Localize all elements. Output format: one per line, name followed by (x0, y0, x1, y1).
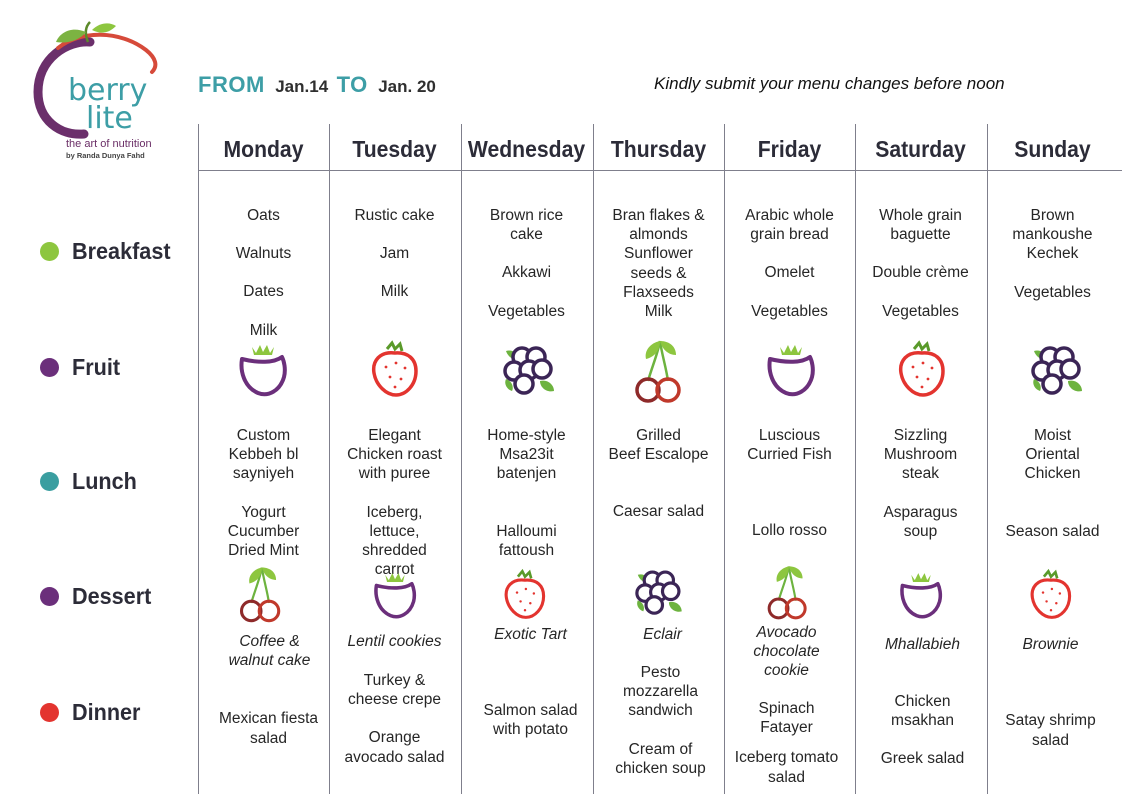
breakfast-thursday (593, 206, 724, 321)
day-header-friday: Friday (757, 136, 822, 162)
menu-line: Caesar salad (612, 503, 705, 521)
menu-line: mankoushe (1012, 226, 1093, 244)
menu-line: grain bread (750, 226, 829, 244)
blueberries-icon (1020, 337, 1090, 407)
fig-icon (364, 566, 426, 628)
menu-line: Lentil cookies (347, 633, 442, 650)
menu-line: Sizzling (893, 427, 948, 444)
tagline-text: the art of nutrition (66, 138, 152, 150)
menu-line: Fatayer (760, 719, 813, 737)
dinner-wednesday (465, 701, 596, 739)
meal-dot (40, 703, 59, 722)
logo-word-bottom: lite (86, 101, 133, 136)
menu-line: Turkey & (363, 672, 426, 689)
menu-line: Greek salad (880, 750, 965, 768)
brand-tagline (66, 138, 152, 162)
menu-line: Flaxseeds (623, 283, 694, 301)
cherries-icon (230, 562, 292, 628)
menu-line: Cream of (628, 740, 693, 758)
meal-breakfast (40, 235, 177, 267)
logo-word-top: berry (68, 73, 148, 108)
menu-line: Home-style (487, 427, 566, 444)
cherries-icon (758, 560, 818, 626)
menu-line: cheese crepe (347, 691, 442, 709)
menu-line: carrot (374, 561, 415, 579)
menu-line: Satay shrimp (1005, 712, 1096, 729)
breakfast-friday (724, 206, 855, 321)
strawberry-icon (494, 566, 556, 628)
menu-line: cake (510, 226, 543, 244)
menu-line: Milk (644, 303, 673, 321)
menu-line: Season salad (1005, 522, 1100, 540)
menu-line: soup (903, 522, 938, 540)
from-date: Jan.14 (275, 77, 329, 96)
dinner-friday (721, 699, 852, 787)
menu-line: Halloumi (496, 522, 557, 540)
menu-line: Vegetables (751, 302, 828, 320)
menu-line: Orange (368, 729, 421, 747)
menu-line: baguette (890, 226, 951, 244)
day-header-sunday: Sunday (1014, 136, 1091, 162)
menu-line: Iceberg tomato (734, 749, 839, 767)
menu-line: almonds (629, 226, 688, 244)
menu-line: Pesto (640, 664, 681, 681)
menu-line: Mhallabieh (885, 636, 960, 653)
menu-line: Moist (1033, 427, 1072, 444)
menu-line: shredded (362, 542, 427, 560)
menu-line: avocado salad (344, 748, 445, 766)
lunch-thursday (593, 426, 724, 522)
lunch-wednesday (461, 426, 592, 560)
menu-line: lettuce, (369, 522, 420, 540)
menu-line: Dried Mint (228, 542, 299, 560)
menu-line: Elegant (368, 427, 421, 444)
menu-line: Yogurt (241, 503, 286, 521)
strawberry-icon (1020, 566, 1082, 628)
menu-line: Walnuts (235, 245, 292, 263)
menu-line: Chicken (1024, 465, 1081, 483)
lunch-tuesday (329, 426, 460, 579)
menu-line: walnut cake (228, 652, 311, 670)
to-label: TO (336, 72, 368, 97)
cherries-icon (624, 337, 694, 407)
menu-line: batenjen (496, 465, 557, 483)
menu-line: Bran flakes & (612, 207, 705, 224)
menu-line: Vegetables (488, 302, 565, 320)
fig-icon (756, 337, 826, 407)
meal-label: Dinner (72, 698, 141, 725)
menu-line: Brown (1030, 207, 1075, 224)
menu-line: Exotic Tart (494, 626, 567, 643)
dinner-saturday (857, 692, 988, 769)
lunch-saturday (855, 426, 986, 541)
dessert-saturday (857, 635, 988, 654)
menu-line: Mexican fiesta (218, 710, 319, 727)
menu-line: cookie (764, 662, 809, 680)
menu-line: Omelet (764, 264, 815, 282)
blueberries-icon (492, 337, 562, 407)
dinner-thursday (595, 663, 726, 778)
menu-line: Chicken (894, 693, 951, 710)
menu-line: Chicken roast (347, 446, 442, 464)
menu-line: Arabic whole (745, 207, 834, 224)
meal-label: Fruit (72, 353, 121, 380)
menu-line: Avocado (756, 624, 817, 641)
lunch-monday (198, 426, 329, 560)
meal-label: Dessert (72, 582, 152, 609)
menu-line: Double crème (872, 264, 969, 282)
dessert-tuesday (329, 632, 460, 651)
meal-dot (40, 358, 59, 377)
menu-line: Vegetables (882, 302, 959, 320)
menu-line: Sunflower (624, 245, 693, 263)
breakfast-tuesday (329, 206, 460, 302)
menu-line: chocolate (753, 643, 820, 661)
menu-line: Brownie (1022, 636, 1079, 653)
menu-line: salad (767, 768, 806, 786)
menu-line: Vegetables (1014, 283, 1091, 301)
blueberries-icon (624, 562, 690, 626)
menu-line: Curried Fish (747, 446, 832, 464)
dessert-monday (204, 632, 335, 670)
dessert-friday (721, 623, 852, 681)
menu-line: Lollo rosso (752, 522, 827, 540)
meal-dinner (40, 696, 145, 728)
byline-text: by Randa Dunya Fahd (66, 151, 145, 160)
menu-line: fattoush (498, 541, 555, 559)
date-range (198, 72, 440, 102)
fig-icon (228, 337, 298, 407)
menu-line: Kechek (1026, 245, 1079, 263)
breakfast-saturday (855, 206, 986, 321)
menu-line: salad (1031, 732, 1070, 750)
menu-line: msakhan (891, 712, 954, 730)
menu-line: Rustic cake (354, 207, 435, 224)
menu-line: Oats (247, 207, 280, 224)
menu-line: Whole grain (879, 207, 962, 224)
menu-line: Spinach (758, 700, 815, 717)
breakfast-monday (198, 206, 329, 340)
dessert-sunday (985, 635, 1116, 654)
menu-line: Akkawi (501, 264, 552, 282)
menu-line: with potato (493, 721, 568, 739)
meal-dessert (40, 580, 156, 612)
header-divider (198, 170, 1122, 171)
menu-line: Beef Escalope (608, 446, 709, 464)
meal-dot (40, 472, 59, 491)
strawberry-icon (360, 337, 430, 407)
day-header-thursday: Thursday (610, 136, 707, 162)
menu-line: Asparagus (883, 503, 958, 521)
menu-line: Mushroom (883, 446, 958, 464)
strawberry-icon (887, 337, 957, 407)
menu-line: Msa23it (499, 446, 554, 464)
menu-line: mozzarella (623, 683, 698, 701)
menu-line: Salmon salad (483, 702, 578, 719)
day-header-tuesday: Tuesday (352, 136, 437, 162)
meal-label: Lunch (72, 467, 137, 494)
menu-line: Grilled (636, 427, 681, 444)
breakfast-sunday (987, 206, 1118, 302)
meal-dot (40, 587, 59, 606)
menu-line: Cucumber (227, 522, 300, 540)
dinner-tuesday (329, 671, 460, 767)
menu-line: Eclair (643, 626, 682, 643)
menu-line: Iceberg, (366, 503, 423, 521)
from-label: FROM (198, 72, 265, 97)
breakfast-wednesday (461, 206, 592, 321)
dessert-thursday (597, 625, 728, 644)
day-header-monday: Monday (223, 136, 304, 162)
menu-line: Oriental (1025, 446, 1080, 464)
menu-line: Luscious (758, 427, 821, 444)
day-header-wednesday: Wednesday (467, 136, 586, 162)
menu-line: seeds & (630, 264, 687, 282)
menu-line: Brown rice (489, 207, 564, 224)
menu-line: sayniyeh (232, 465, 295, 483)
dinner-sunday (985, 711, 1116, 750)
menu-line: Custom (236, 427, 291, 444)
menu-line: Milk (249, 321, 278, 339)
menu-line: Dates (243, 283, 284, 301)
menu-line: Coffee & (239, 633, 300, 650)
menu-line: Milk (380, 283, 409, 301)
to-date: Jan. 20 (378, 77, 436, 96)
menu-line: steak (901, 465, 940, 483)
menu-line: with puree (358, 465, 431, 483)
menu-line: salad (249, 730, 288, 748)
menu-line: Kebbeh bl (228, 446, 299, 464)
dinner-monday (203, 709, 334, 748)
menu-line: chicken soup (615, 759, 706, 777)
fig-icon (890, 566, 952, 628)
lunch-sunday (987, 426, 1118, 541)
menu-line: sandwich (628, 702, 693, 720)
lunch-friday (724, 426, 855, 541)
submission-note: Kindly submit your menu changes before noon (654, 74, 1005, 93)
meal-lunch (40, 465, 141, 497)
day-header-saturday: Saturday (875, 136, 966, 162)
meal-fruit (40, 351, 123, 383)
meal-dot (40, 242, 59, 261)
menu-line: Jam (379, 245, 410, 263)
dessert-wednesday (465, 625, 596, 644)
meal-label: Breakfast (72, 237, 171, 264)
